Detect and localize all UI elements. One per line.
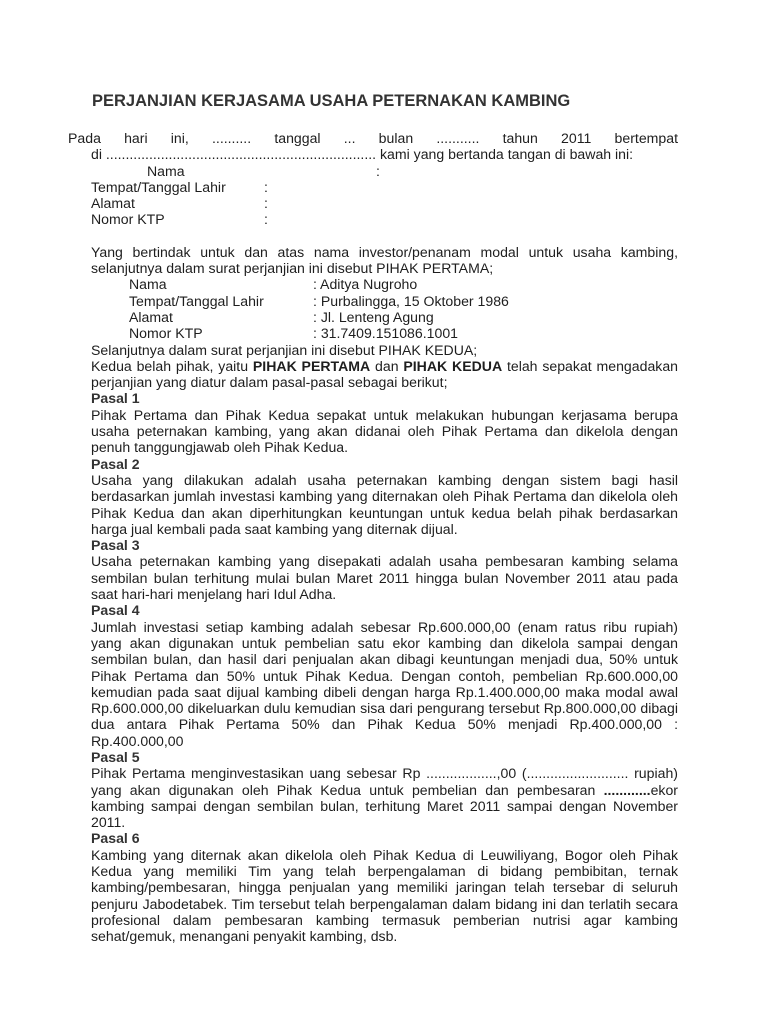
intro-line-1: Pada hari ini, .......... tanggal ... bulan ........... tahun 2011 bertempat <box>68 130 678 146</box>
pasal-6-heading: Pasal 6 <box>91 830 140 847</box>
party1-description: Yang bertindak untuk dan atas nama investor/penanam modal untuk usaha kambing, selanjutnya dalam surat perjanjian ini disebut PIHAK PERTAMA; <box>91 243 678 277</box>
pasal-2-text: Usaha yang dilakukan adalah usaha peternakan kambing dengan sistem bagi hasil berdasarkan jumlah investasi kambing yang diternakan oleh Pihak Pertama dan dikelola oleh Pihak Kedua dan akan diperhitungkan keuntungan untuk kedua belah pihak berdasarkan harga jual kembali pada saat kambing yang diternak dijual. <box>91 471 678 537</box>
pasal-4-heading: Pasal 4 <box>91 602 140 619</box>
party1-nama-row <box>91 163 678 179</box>
agreement-pihak-pertama: PIHAK PERTAMA <box>252 357 371 374</box>
pasal-5-text-bold: ............ <box>603 781 651 798</box>
party2-ttl-label: Tempat/Tanggal Lahir <box>129 292 264 309</box>
pasal-1-text: Pihak Pertama dan Pihak Kedua sepakat untuk melakukan hubungan kerjasama berupa usaha peternakan kambing, yang akan didanai oleh Pihak Pertama dan dikelola dengan penuh tanggungjawab oleh Pihak Kedua. <box>91 406 678 456</box>
pasal-4-text: Jumlah investasi setiap kambing adalah sebesar Rp.600.000,00 (enam ratus ribu rupiah) yang akan digunakan untuk pembelian satu ekor kambing dan dikelola sampai dengan sembilan bulan, dan hasil dari penjualan akan dibagi keuntungan menjadi dua, 50% untuk Pihak Pertama dan 50% untuk Pihak Kedua. Dengan contoh, pembelian Rp.600.000,00 kemudian pada saat dijual kambing dibeli dengan harga Rp.1.400.000,00 maka modal awal Rp.600.000,00 dikeluarkan dulu kemudian sisa dari pengurang tersebut Rp.800.000,00 dibagi dua antara Pihak Pertama 50% dan Pihak Kedua 50% menjadi Rp.400.000,00 : Rp.400.000,00 <box>91 618 678 749</box>
intro-line-2: di ..................................................................... kami yang bertanda tangan di bawah ini: <box>91 146 634 163</box>
pasal-2-heading: Pasal 2 <box>91 455 140 472</box>
party1-ktp-label: Nomor KTP <box>91 211 165 228</box>
pasal-6-text: Kambing yang diternak akan dikelola oleh Pihak Kedua di Leuwiliyang, Bogor oleh Pihak Kedua yang memiliki Tim yang telah berpengalaman di bidang pembibitan, ternak kambing/pembesaran, hingga penjualan yang memiliki jaringan telah tersebar di seluruh penjuru Jabodetabek. Tim tersebut telah berpengalaman dalam bidang ini dan terlatih secara profesional dalam pembesaran kambing termasuk pemberian nutrisi agar kambing sehat/gemuk, menangani penyakit kambing, dsb. <box>91 846 678 945</box>
party1-nama-sep: : <box>376 162 380 179</box>
party2-description: Selanjutnya dalam surat perjanjian ini disebut PIHAK KEDUA; <box>91 341 478 358</box>
pasal-5-text <box>91 765 678 830</box>
party2-ttl-value: : Purbalingga, 15 Oktober 1986 <box>313 292 509 309</box>
agreement-statement <box>91 358 678 391</box>
agreement-pre: Kedua belah pihak, yaitu <box>91 357 253 374</box>
pasal-5-text-post: ekor kambing sampai dengan sembilan bulan, terhitung Maret 2011 sampai dengan November 2011. <box>91 781 678 831</box>
pasal-5-heading: Pasal 5 <box>91 748 140 765</box>
document-title: PERJANJIAN KERJASAMA USAHA PETERNAKAN KAMBING <box>92 92 571 110</box>
agreement-mid: dan <box>370 357 404 374</box>
party2-ktp-value: : 31.7409.151086.1001 <box>313 325 458 342</box>
party2-fields <box>91 276 678 341</box>
spacer <box>91 228 678 244</box>
party1-alamat-row <box>91 195 678 211</box>
party1-ktp-sep: : <box>264 211 268 228</box>
party2-ktp-label: Nomor KTP <box>129 325 203 342</box>
pasal-3-heading: Pasal 3 <box>91 537 140 554</box>
party1-alamat-label: Alamat <box>91 195 135 212</box>
party1-nama-label: Nama <box>147 162 185 179</box>
party2-alamat-row <box>91 309 678 325</box>
party2-alamat-label: Alamat <box>129 308 173 325</box>
party2-nama-row <box>91 276 678 292</box>
party2-ktp-row <box>91 325 678 341</box>
pasal-3-text: Usaha peternakan kambing yang disepakati adalah usaha pembesaran kambing selama sembilan bulan terhitung mulai bulan Maret 2011 hingga bulan November 2011 atau pada saat hari-hari menjelang hari Idul Adha. <box>91 553 678 603</box>
party2-nama-label: Nama <box>129 276 167 293</box>
agreement-post: telah sepakat mengadakan perjanjian yang diatur dalam pasal-pasal sebagai berikut; <box>91 357 679 391</box>
party2-nama-value: : Aditya Nugroho <box>313 276 418 293</box>
party1-ttl-label: Tempat/Tanggal Lahir <box>91 178 226 195</box>
party1-ktp-row <box>91 211 678 227</box>
party2-alamat-value: : Jl. Lenteng Agung <box>313 308 434 325</box>
party1-ttl-sep: : <box>264 178 268 195</box>
party1-ttl-row <box>91 179 678 195</box>
pasal-1-heading: Pasal 1 <box>91 390 140 407</box>
party2-ttl-row <box>91 293 678 309</box>
pasal-5-text-pre: Pihak Pertama menginvestasikan uang sebesar Rp ..................,00 (.......................... rupiah) yang akan digunakan oleh Pihak Kedua untuk pembelian dan pembesaran <box>91 765 678 798</box>
party1-fields <box>91 163 678 228</box>
document-body <box>68 130 679 945</box>
party1-alamat-sep: : <box>264 195 268 212</box>
agreement-pihak-kedua: PIHAK KEDUA <box>403 357 503 374</box>
